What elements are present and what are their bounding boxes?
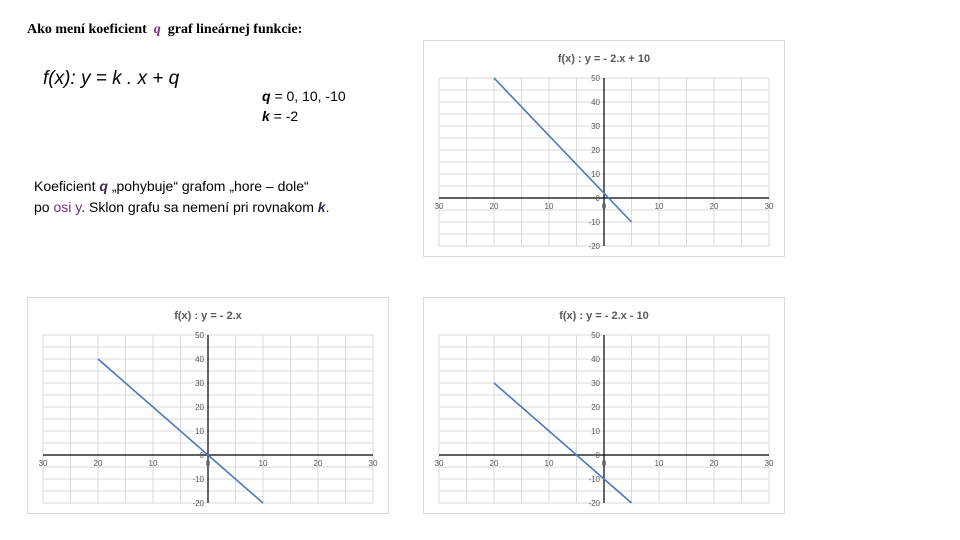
x-tick-label: 30 <box>764 459 774 468</box>
chart-svg <box>424 298 784 513</box>
x-tick-label: 30 <box>434 459 444 468</box>
x-tick-label: 30 <box>434 202 444 211</box>
y-tick-label: -10 <box>588 475 600 484</box>
y-tick-label: 10 <box>195 427 204 436</box>
q-parameter <box>262 86 346 106</box>
y-tick-label: -20 <box>588 242 600 251</box>
y-tick-label: 50 <box>195 331 204 340</box>
desc-k: k <box>317 199 326 215</box>
description-line-1 <box>34 176 329 197</box>
y-tick-label: -10 <box>192 475 204 484</box>
x-tick-label: 10 <box>258 459 268 468</box>
x-tick-label: 10 <box>544 459 554 468</box>
description-line-2 <box>34 197 329 218</box>
function-formula: f(x): y = k . x + q <box>43 68 180 89</box>
chart-title: f(x) : y = - 2.x + 10 <box>557 53 651 65</box>
chart-q-plus-10 <box>423 40 785 257</box>
x-tick-label: 20 <box>489 202 499 211</box>
y-tick-label: 40 <box>591 98 600 107</box>
x-tick-label: 10 <box>544 202 554 211</box>
y-tick-label: 10 <box>591 170 600 179</box>
y-tick-label: 40 <box>591 355 600 364</box>
heading-q: q <box>153 22 161 37</box>
y-tick-label: 20 <box>195 403 204 412</box>
desc-q: q <box>99 178 108 194</box>
y-tick-label: 50 <box>591 74 600 83</box>
desc-axis: osi y <box>53 199 82 215</box>
x-tick-label: 20 <box>313 459 323 468</box>
x-tick-label: 30 <box>368 459 378 468</box>
y-tick-label: 20 <box>591 146 600 155</box>
desc-text: . Sklon grafu sa nemení pri rovnakom <box>81 199 318 215</box>
q-values: = 0, 10, -10 <box>270 88 346 104</box>
y-tick-label: 30 <box>591 379 600 388</box>
y-tick-label: 40 <box>195 355 204 364</box>
x-tick-label: 30 <box>38 459 48 468</box>
desc-text: . <box>325 199 330 215</box>
x-tick-label: 10 <box>148 459 158 468</box>
page-heading <box>27 22 302 38</box>
desc-text: po <box>34 199 54 215</box>
y-tick-label: 20 <box>591 403 600 412</box>
k-parameter <box>262 106 346 126</box>
y-tick-label: 0 <box>199 451 204 460</box>
chart-svg <box>424 41 784 256</box>
y-tick-label: -10 <box>588 218 600 227</box>
chart-title: f(x) : y = - 2.x - 10 <box>559 310 649 322</box>
desc-text: Koeficient <box>34 178 100 194</box>
y-tick-label: -20 <box>588 499 600 508</box>
chart-q-0 <box>27 297 389 514</box>
x-tick-label: 20 <box>489 459 499 468</box>
k-value: = -2 <box>269 108 299 124</box>
k-label: k <box>262 108 270 124</box>
x-tick-label: 0 <box>205 459 211 468</box>
desc-text: „pohybuje“ grafom „hore – dole“ <box>107 178 309 194</box>
description <box>34 176 329 218</box>
chart-title: f(x) : y = - 2.x <box>174 310 242 322</box>
y-tick-label: 0 <box>595 451 600 460</box>
x-tick-label: 10 <box>654 459 664 468</box>
heading-text-after: graf lineárnej funkcie: <box>160 22 303 37</box>
y-tick-label: 0 <box>595 194 600 203</box>
x-tick-label: 30 <box>764 202 774 211</box>
chart-svg <box>28 298 388 513</box>
y-tick-label: 30 <box>195 379 204 388</box>
x-tick-label: 20 <box>709 202 719 211</box>
x-tick-label: 20 <box>93 459 103 468</box>
x-tick-label: 0 <box>601 202 607 211</box>
q-label: q <box>262 88 271 104</box>
chart-q-minus-10 <box>423 297 785 514</box>
parameters-block <box>262 86 346 126</box>
x-tick-label: 0 <box>601 459 607 468</box>
y-tick-label: 10 <box>591 427 600 436</box>
y-tick-label: -20 <box>192 499 204 508</box>
y-tick-label: 50 <box>591 331 600 340</box>
heading-text-before: Ako mení koeficient <box>27 22 154 37</box>
y-tick-label: 30 <box>591 122 600 131</box>
x-tick-label: 10 <box>654 202 664 211</box>
x-tick-label: 20 <box>709 459 719 468</box>
